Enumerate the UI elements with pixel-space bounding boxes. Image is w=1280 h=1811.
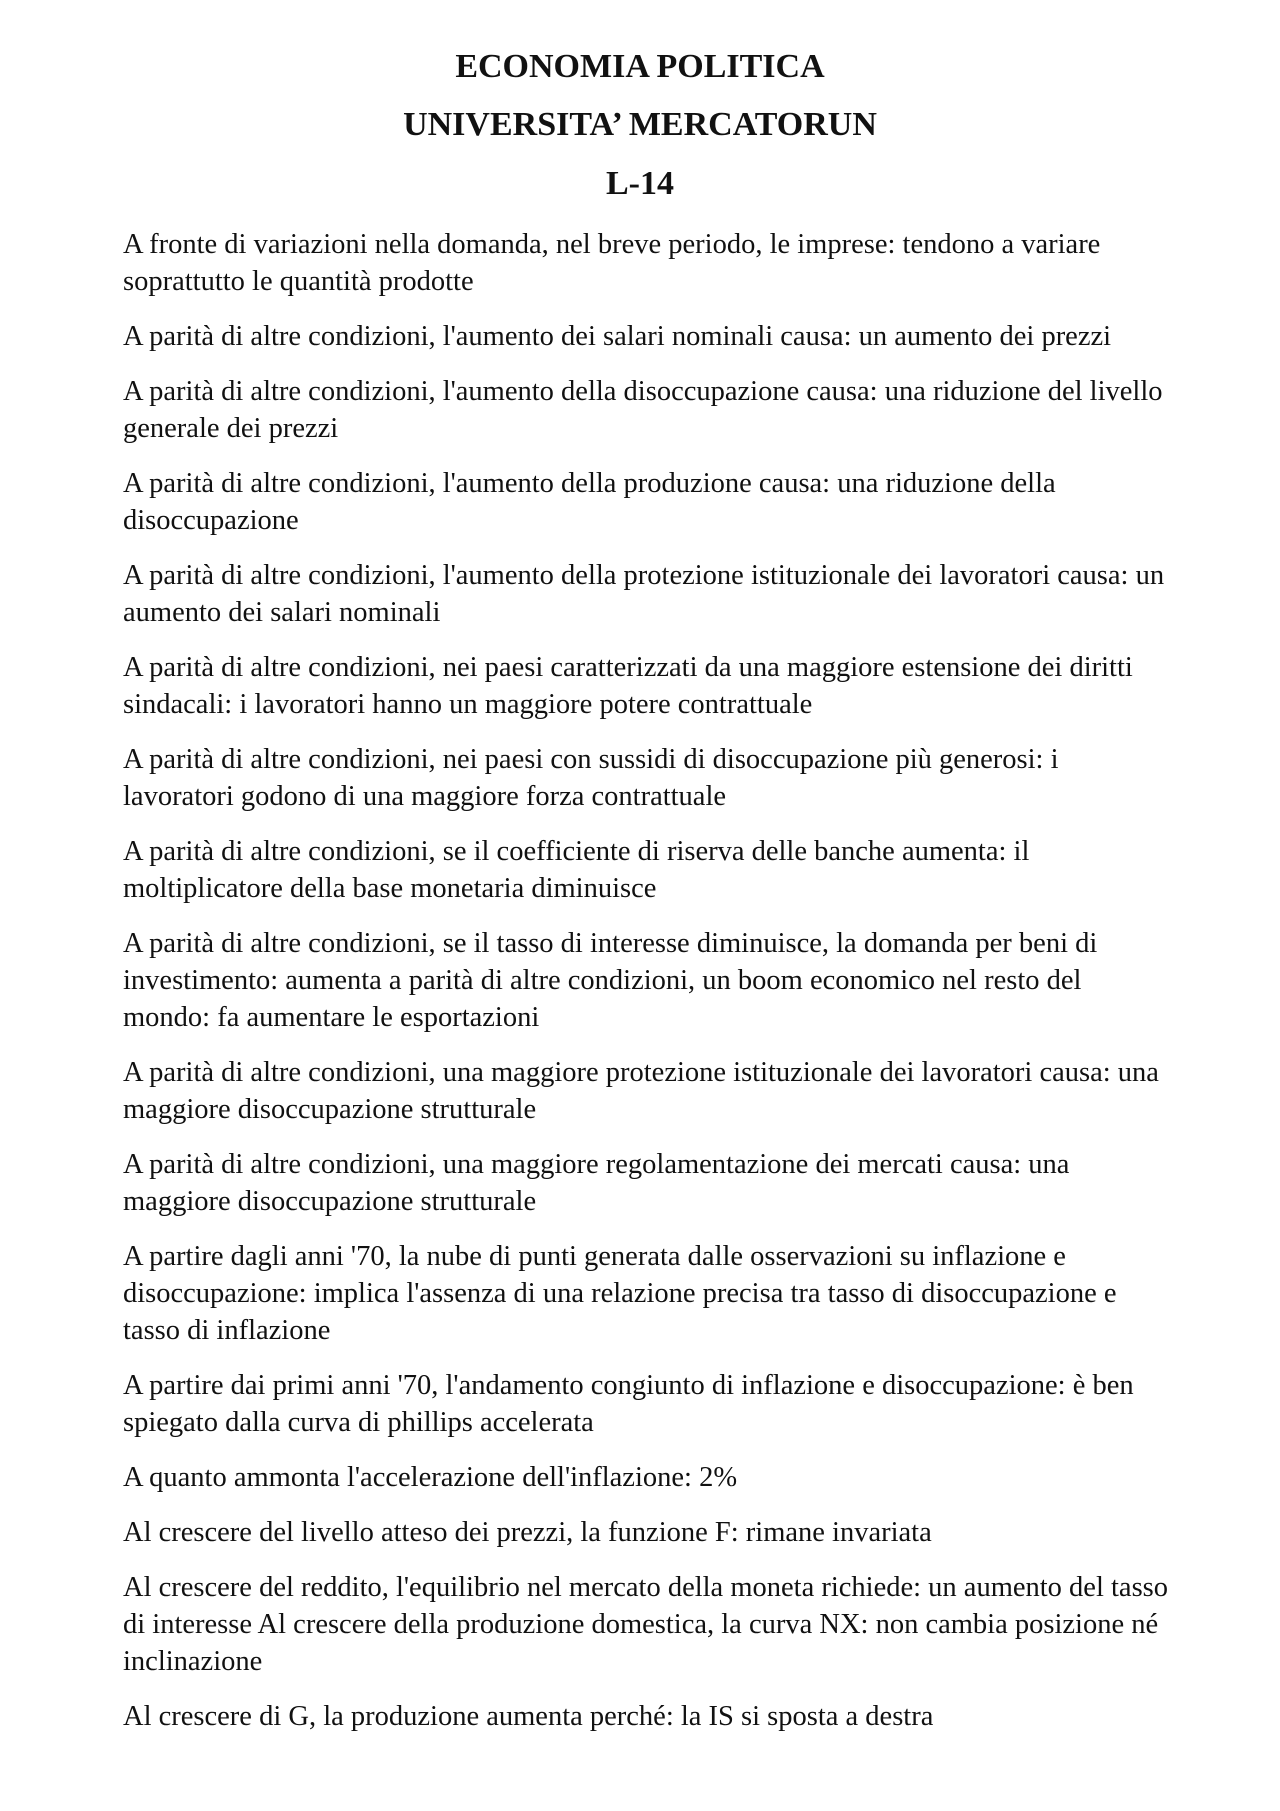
qa-entry: A parità di altre condizioni, l'aumento dei salari nominali causa: un aumento dei prezzi (123, 321, 1112, 352)
qa-list (123, 226, 1173, 1753)
qa-entry: A fronte di variazioni nella domanda, nel breve periodo, le imprese: tendono a variare soprattutto le quantità prodotte (123, 229, 1101, 297)
qa-entry: A parità di altre condizioni, nei paesi caratterizzati da una maggiore estensione dei diritti sindacali: i lavoratori hanno un maggiore potere contrattuale (123, 652, 1133, 720)
qa-entry: A parità di altre condizioni, nei paesi con sussidi di disoccupazione più generosi: i lavoratori godono di una maggiore forza contrattuale (123, 744, 1059, 812)
qa-entry: A parità di altre condizioni, l'aumento della disoccupazione causa: una riduzione del livello generale dei prezzi (123, 376, 1163, 444)
qa-entry: A parità di altre condizioni, l'aumento della produzione causa: una riduzione della disoccupazione (123, 468, 1056, 536)
qa-entry: Al crescere del reddito, l'equilibrio nel mercato della moneta richiede: un aumento del tasso di interesse Al crescere della produzione domestica, la curva NX: non cambia posizione né inclinazione (123, 1572, 1168, 1677)
course-code: L-14 (606, 165, 674, 202)
qa-entry: A parità di altre condizioni, l'aumento della protezione istituzionale dei lavoratori causa: un aumento dei salari nominali (123, 560, 1165, 628)
qa-entry: A partire dagli anni '70, la nube di punti generata dalle osservazioni su inflazione e disoccupazione: implica l'assenza di una relazione precisa tra tasso di disoccupazione e tasso di inflazione (123, 1241, 1117, 1346)
qa-entry: Al crescere del livello atteso dei prezzi, la funzione F: rimane invariata (123, 1517, 932, 1548)
qa-entry: A parità di altre condizioni, una maggiore protezione istituzionale dei lavoratori causa: una maggiore disoccupazione strutturale (123, 1057, 1159, 1125)
qa-entry: A quanto ammonta l'accelerazione dell'inflazione: 2% (123, 1462, 738, 1493)
qa-entry: Al crescere di G, la produzione aumenta perché: la IS si sposta a destra (123, 1701, 934, 1732)
document-title: ECONOMIA POLITICA (455, 48, 825, 85)
qa-entry: A parità di altre condizioni, se il coefficiente di riserva delle banche aumenta: il moltiplicatore della base monetaria diminuisce (123, 836, 1030, 904)
qa-entry: A partire dai primi anni '70, l'andamento congiunto di inflazione e disoccupazione: è ben spiegato dalla curva di phillips accelerata (123, 1370, 1134, 1438)
qa-entry: A parità di altre condizioni, una maggiore regolamentazione dei mercati causa: una maggiore disoccupazione strutturale (123, 1149, 1070, 1217)
university-name: UNIVERSITA’ MERCATORUN (403, 106, 877, 143)
qa-entry: A parità di altre condizioni, se il tasso di interesse diminuisce, la domanda per beni di investimento: aumenta a parità di altre condizioni, un boom economico nel resto del mondo: fa aumentare le esportazioni (123, 928, 1098, 1033)
